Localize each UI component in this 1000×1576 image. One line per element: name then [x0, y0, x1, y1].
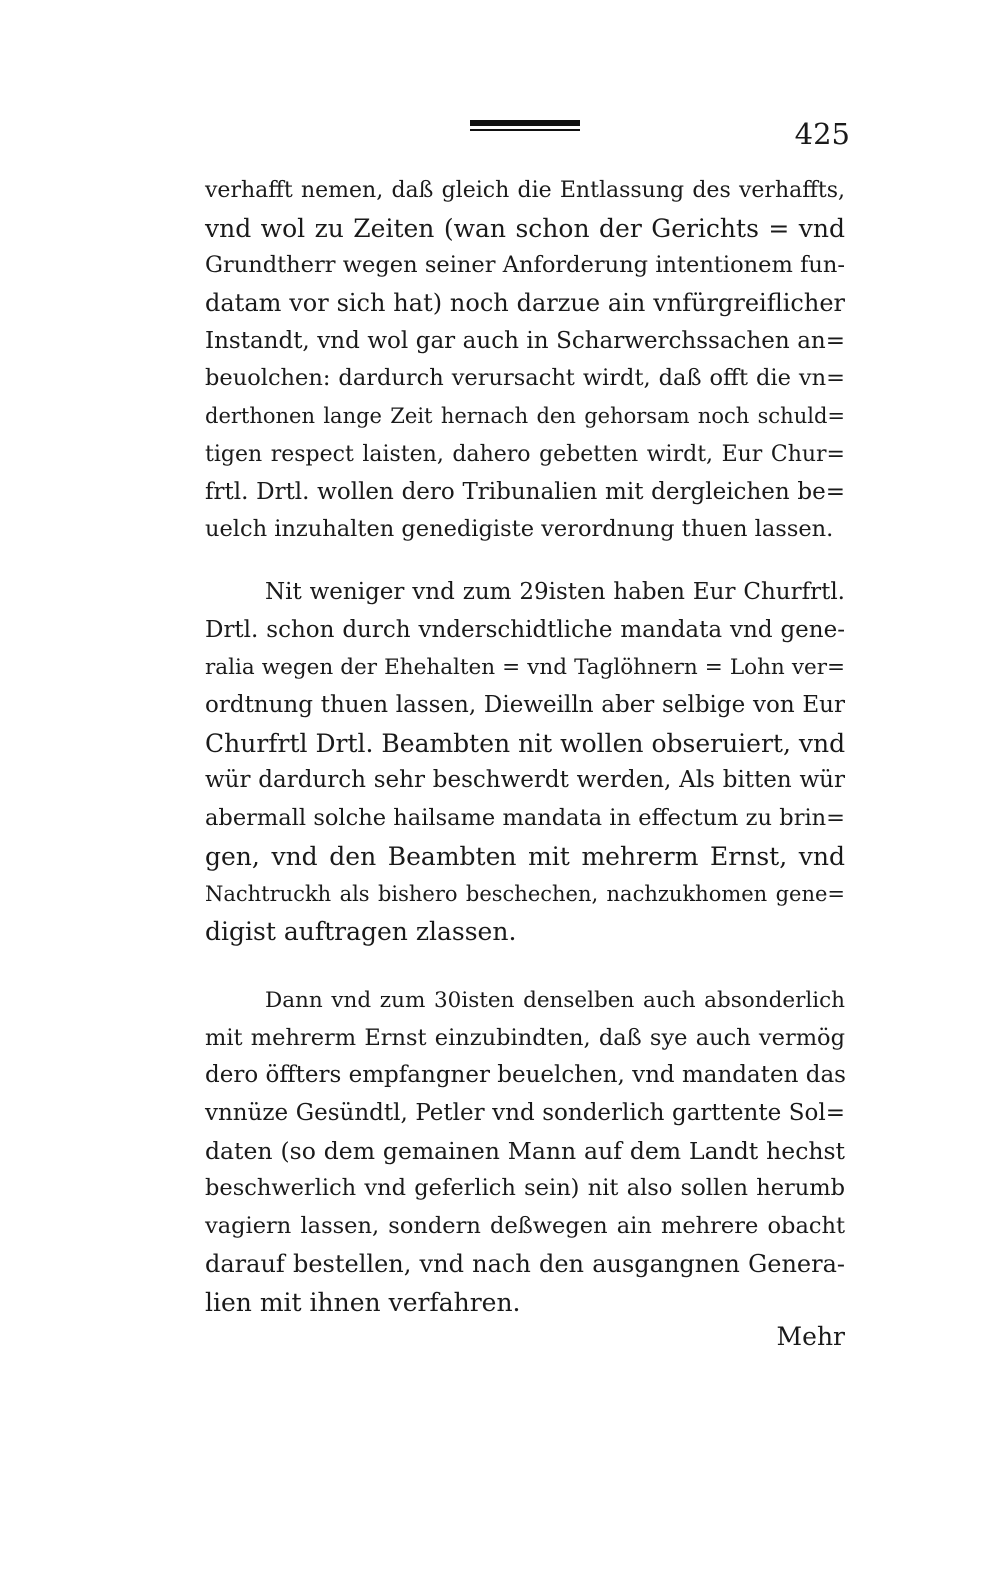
text-line: vagiern lassen, sondern deßwegen ain mehrere obacht: [205, 1213, 845, 1240]
text-line: gen, vnd den Beambten mit mehrerm Ernst, vnd: [205, 841, 845, 871]
text-line: darauf bestellen, vnd nach den ausgangnen Genera-: [205, 1249, 845, 1278]
text-line: Nit weniger vnd zum 29isten haben Eur Churfrtl.: [265, 579, 845, 605]
text-line: datam vor sich hat) noch darzue ain vnfürgreiflicher: [205, 289, 845, 318]
catchword: Mehr: [776, 1322, 845, 1351]
text-line: Instandt, vnd wol gar auch in Scharwerchssachen an=: [205, 327, 845, 354]
text-line: vnd wol zu Zeiten (wan schon der Gerichts = vnd: [205, 213, 845, 243]
text-line: digist auftragen zlassen.: [205, 917, 517, 947]
paragraph-3: [205, 982, 845, 1321]
text-line: tigen respect laisten, dahero gebetten wirdt, Eur Chur=: [205, 441, 845, 467]
text-line: beuolchen: dardurch verursacht wirdt, daß offt die vn=: [205, 365, 845, 392]
text-line: vnnüze Gesündtl, Petler vnd sonderlich garttente Sol=: [205, 1100, 845, 1127]
page-number: 425: [794, 117, 850, 151]
text-line: Grundtherr wegen seiner Anforderung intentionem fun-: [205, 252, 845, 279]
text-line: abermall solche hailsame mandata in effectum zu brin=: [205, 805, 845, 832]
text-line: mit mehrerm Ernst einzubindten, daß sye auch vermög: [205, 1024, 845, 1051]
text-line: derthonen lange Zeit hernach den gehorsam noch schuld=: [205, 404, 845, 429]
text-line: Churfrtl Drtl. Beambten nit wollen obseruiert, vnd: [205, 728, 846, 758]
text-line: beschwerlich vnd geferlich sein) nit also sollen herumb: [205, 1175, 845, 1202]
text-line: wür dardurch sehr beschwerdt werden, Als bitten wür: [205, 767, 845, 794]
text-line: daten (so dem gemainen Mann auf dem Landt hechst: [205, 1136, 845, 1165]
header-rule-thin: [470, 129, 580, 131]
text-line: dero öffters empfangner beuelchen, vnd mandaten das: [205, 1062, 846, 1089]
text-line: frtl. Drtl. wollen dero Tribunalien mit dergleichen be=: [205, 478, 845, 505]
paragraph-2: [205, 574, 845, 951]
text-line: lien mit ihnen verfahren.: [205, 1287, 521, 1317]
text-line: uelch inzuhalten genedigiste verordnung thuen lassen.: [205, 516, 834, 543]
text-line: verhafft nemen, daß gleich die Entlassung des verhaffts,: [205, 178, 845, 203]
header-rule: [470, 120, 580, 132]
text-line: Drtl. schon durch vnderschidtliche mandata vnd gene-: [205, 616, 845, 643]
text-line: Nachtruckh als bishero beschechen, nachzukhomen gene=: [205, 881, 845, 906]
text-line: Dann vnd zum 30isten denselben auch absonderlich: [265, 988, 845, 1013]
text-line: ralia wegen der Ehehalten = vnd Taglöhnern = Lohn ver=: [205, 655, 845, 681]
header-rule-thick: [470, 120, 580, 126]
paragraph-1: [205, 172, 845, 549]
text-line: ordtnung thuen lassen, Dieweilln aber selbige von Eur: [205, 692, 845, 719]
